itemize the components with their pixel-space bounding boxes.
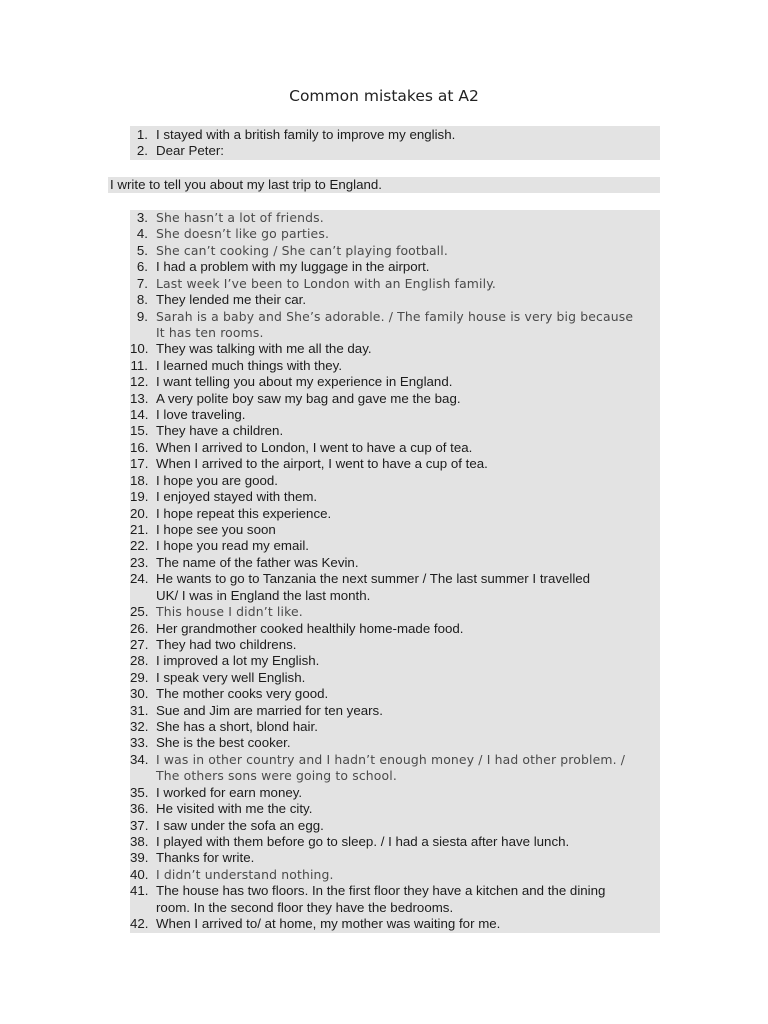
item-number: 41.: [130, 883, 149, 899]
item-number: 8.: [136, 292, 148, 308]
item-text-continued: room. In the second floor they have the bedrooms.: [156, 899, 454, 915]
item-text: Dear Peter:: [156, 143, 224, 159]
item-text: I hope you read my email.: [156, 538, 309, 554]
item-number: 27.: [130, 636, 149, 652]
item-number: 5.: [136, 242, 148, 258]
item-text: Thanks for write.: [156, 850, 255, 866]
item-text: I played with them before go to sleep. / I had a siesta after have lunch.: [156, 833, 570, 849]
item-number: 30.: [130, 686, 149, 702]
item-number: 42.: [130, 916, 149, 932]
item-text: He wants to go to Tanzania the next summer / The last summer I travelled: [156, 571, 591, 587]
item-text: I hope repeat this experience.: [156, 505, 332, 521]
item-text: When I arrived to the airport, I went to have a cup of tea.: [156, 456, 488, 472]
item-number: 9.: [136, 308, 148, 324]
item-number: 14.: [130, 407, 149, 423]
item-text: Last week I’ve been to London with an English family.: [156, 275, 497, 291]
item-text: I hope you are good.: [156, 472, 278, 488]
item-text: I love traveling.: [156, 407, 246, 423]
item-text-continued: It has ten rooms.: [156, 324, 264, 340]
item-text: Sue and Jim are married for ten years.: [156, 702, 383, 718]
item-text: When I arrived to London, I went to have a cup of tea.: [156, 439, 473, 455]
intro-line: I write to tell you about my last trip to England.: [110, 177, 382, 192]
document-title: Common mistakes at A2: [289, 87, 479, 105]
item-number: 25.: [130, 604, 149, 620]
item-text: They lended me their car.: [156, 292, 307, 308]
item-number: 39.: [130, 850, 149, 866]
item-text: She is the best cooker.: [156, 735, 291, 751]
item-text: Her grandmother cooked healthily home-made food.: [156, 620, 464, 636]
item-number: 29.: [130, 669, 149, 685]
item-text: I speak very well English.: [156, 669, 306, 685]
item-text: I didn’t understand nothing.: [156, 866, 334, 882]
item-text: I want telling you about my experience in England.: [156, 374, 453, 390]
item-text-continued: The others sons were going to school.: [156, 768, 397, 784]
item-number: 13.: [130, 390, 149, 406]
item-number: 37.: [130, 817, 149, 833]
item-number: 20.: [130, 505, 149, 521]
item-number: 16.: [130, 439, 149, 455]
item-text: I hope see you soon: [156, 521, 276, 537]
item-text: The mother cooks very good.: [156, 686, 329, 702]
item-number: 24.: [130, 571, 149, 587]
item-number: 2.: [136, 143, 148, 159]
item-number: 34.: [130, 751, 149, 767]
item-number: 18.: [130, 472, 149, 488]
item-number: 21.: [130, 521, 149, 537]
item-text: I worked for earn money.: [156, 784, 303, 800]
item-number: 28.: [130, 653, 149, 669]
item-text-continued: UK/ I was in England the last month.: [156, 587, 371, 603]
item-text: I stayed with a british family to improve my english.: [156, 127, 456, 142]
item-text: The name of the father was Kevin.: [156, 554, 359, 570]
item-text: I improved a lot my English.: [156, 653, 320, 669]
item-number: 17.: [130, 456, 149, 472]
item-text: They have a children.: [156, 423, 284, 439]
item-number: 11.: [130, 357, 148, 373]
item-number: 31.: [130, 702, 149, 718]
item-text: Sarah is a baby and She’s adorable. / The family house is very big because: [156, 308, 634, 324]
item-text: She has a short, blond hair.: [156, 719, 318, 735]
item-number: 23.: [130, 554, 149, 570]
item-text: I enjoyed stayed with them.: [156, 489, 318, 505]
item-number: 40.: [130, 866, 149, 882]
item-number: 38.: [130, 833, 149, 849]
item-number: 19.: [130, 489, 149, 505]
item-number: 15.: [130, 423, 149, 439]
item-text: I had a problem with my luggage in the airport.: [156, 259, 430, 275]
item-number: 26.: [130, 620, 149, 636]
item-number: 6.: [136, 259, 148, 275]
item-number: 1.: [136, 127, 148, 142]
item-text: I was in other country and I hadn’t enough money / I had other problem. /: [156, 751, 626, 767]
item-text: She can’t cooking / She can’t playing football.: [156, 242, 448, 258]
item-text: The house has two floors. In the first floor they have a kitchen and the dining: [156, 883, 606, 899]
item-text: They had two childrens.: [156, 636, 297, 652]
item-text: He visited with me the city.: [156, 801, 313, 817]
item-number: 4.: [136, 226, 148, 242]
item-number: 12.: [130, 374, 149, 390]
item-number: 7.: [136, 275, 148, 291]
item-number: 3.: [136, 210, 148, 225]
item-text: This house I didn’t like.: [156, 604, 303, 620]
item-number: 35.: [130, 784, 149, 800]
item-number: 36.: [130, 801, 149, 817]
item-text: I learned much things with they.: [156, 357, 343, 373]
item-text: When I arrived to/ at home, my mother was waiting for me.: [156, 916, 501, 932]
item-text: A very polite boy saw my bag and gave me the bag.: [156, 390, 461, 406]
item-number: 10.: [130, 341, 149, 357]
item-text: She doesn’t like go parties.: [156, 226, 330, 242]
item-number: 33.: [130, 735, 149, 751]
item-number: 22.: [130, 538, 149, 554]
item-text: I saw under the sofa an egg.: [156, 817, 324, 833]
item-text: They was talking with me all the day.: [156, 341, 372, 357]
item-number: 32.: [130, 719, 149, 735]
item-text: She hasn’t a lot of friends.: [156, 210, 324, 225]
